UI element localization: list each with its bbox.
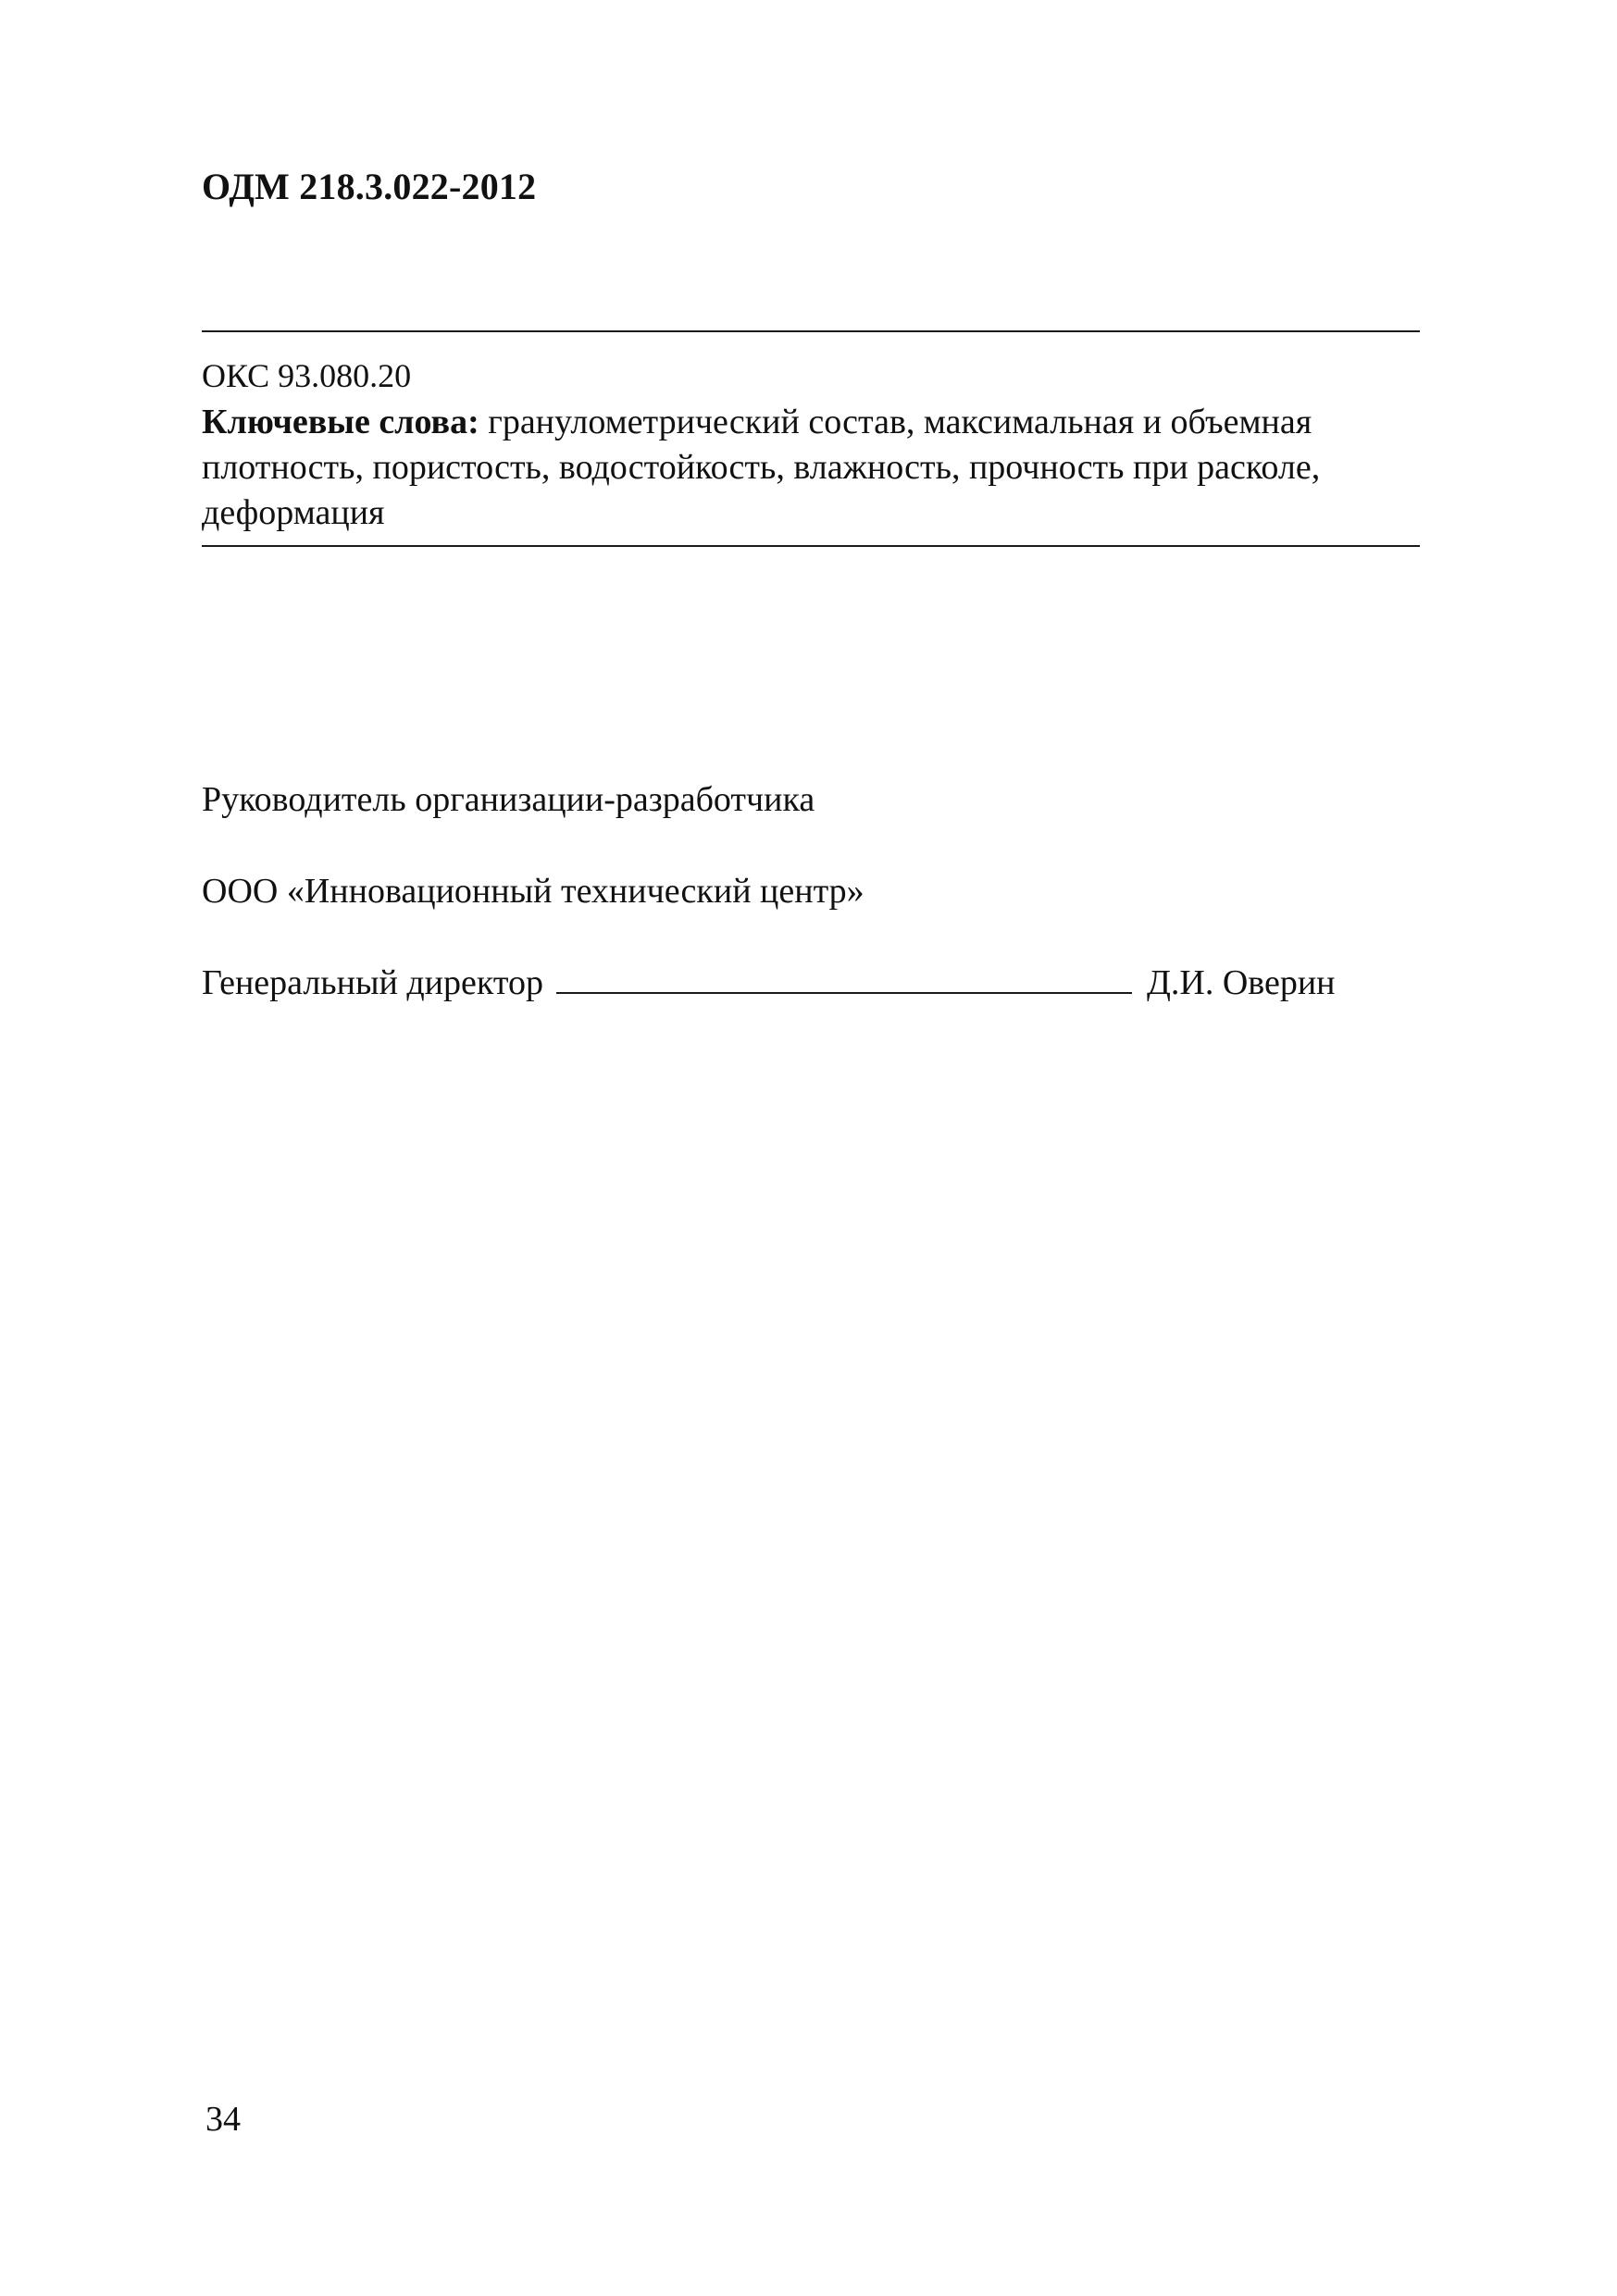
oks-code: ОКС 93.080.20 [202,357,412,394]
organization-name: ООО «Инновационный технический центр» [202,872,864,911]
signature-line [202,962,1424,1003]
keywords-text: гранулометрический состав, максимальная и объемная плотность, пористость, водостойкость, влажность, прочность при расколе, деформация [202,403,1321,532]
signer-name: Д.И. Оверин [1146,963,1336,1002]
top-divider [202,330,1420,332]
page-number: 34 [205,2100,241,2139]
position-title: Генеральный директор [202,963,543,1002]
keywords-label: Ключевые слова: [202,403,479,441]
document-code: ОДМ 218.3.022-2012 [202,166,537,207]
signature-blank [556,962,1132,994]
leader-title: Руководитель организации-разработчика [202,780,815,819]
bottom-divider [202,545,1420,547]
keywords-paragraph [202,400,1424,536]
